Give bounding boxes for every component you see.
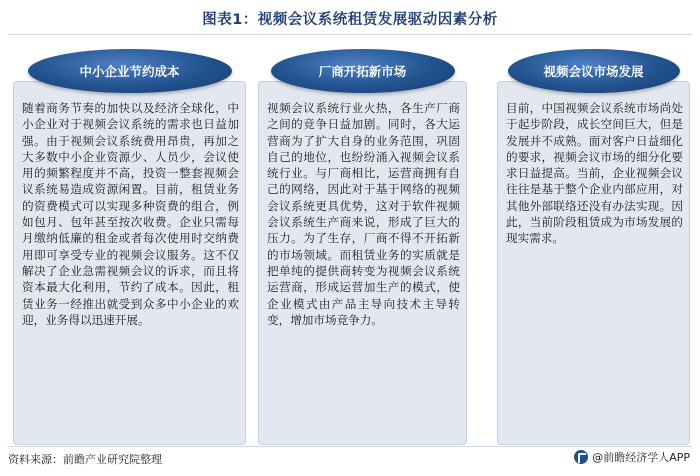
driver-column-cost bbox=[13, 49, 246, 445]
source-note: 资料来源：前瞻产业研究院整理 bbox=[8, 453, 162, 466]
brand-label: @前瞻经济学人APP bbox=[592, 451, 690, 464]
qianzhan-logo-icon bbox=[574, 450, 588, 464]
page-title: 图表1：视频会议系统租赁发展驱动因素分析 bbox=[202, 12, 498, 28]
driver-text-market: 视频会议系统行业火热，各生产厂商之间的竞争日益加剧。同时，各大运营商为了扩大自身的业务范围，巩固自己的地位，也纷纷涌入视频会议系统行业。与厂商相比，运营商拥有自己的网络，因此对于基于网络的视频会议系统更具优势，这对于软件视频会议系统生产商来说，形成了巨大的压力。为了生存，厂商不得不开拓新的市场领域。而租赁业务的实质就是把单纯的提供商转变为视频会议系统运营商，形成运营加生产的模式，使企业模式由产品主导向技术主导转变，增加市场竞争力。 bbox=[258, 81, 467, 445]
footer-divider bbox=[8, 446, 692, 447]
driver-heading-market: 厂商开拓新市场 bbox=[271, 49, 455, 93]
driver-heading-development: 视频会议市场发展 bbox=[508, 49, 680, 93]
brand-credit bbox=[574, 449, 690, 465]
driver-column-market bbox=[258, 49, 467, 445]
driver-heading-cost: 中小企业节约成本 bbox=[28, 49, 232, 93]
driver-text-development: 目前，中国视频会议系统市场尚处于起步阶段，成长空间巨大，但是发展并不成熟。面对客户日益细化的要求，视频会议市场的细分化要求日益提高。当前，企业视频会议往往是基于整个企业内部应用，对其他外部联络还没有办法实现。因此，当前阶段租赁成为市场发展的现实需求。 bbox=[497, 81, 690, 445]
title-divider bbox=[8, 34, 692, 35]
driver-column-development bbox=[497, 49, 690, 445]
driver-text-cost: 随着商务节奏的加快以及经济全球化，中小企业对于视频会议系统的需求也日益加强。由于视频会议系统费用昂贵，再加之大多数中小企业资源少、人员少，会议使用的频繁程度并不高，投资一整套视频会议系统易造成资源闲置。目前，租赁业务的资费模式可以实现多种资费的组合，例如包月、包年甚至按次收费。企业只需每月缴纳低廉的租金或者每次使用时交纳费用即可享受专业的视频会议服务。这不仅解决了企业急需视频会议的诉求，而且将资本最大化利用，节约了成本。因此，租赁业务一经推出就受到众多中小企业的欢迎，业务得以迅速开展。 bbox=[13, 81, 246, 445]
